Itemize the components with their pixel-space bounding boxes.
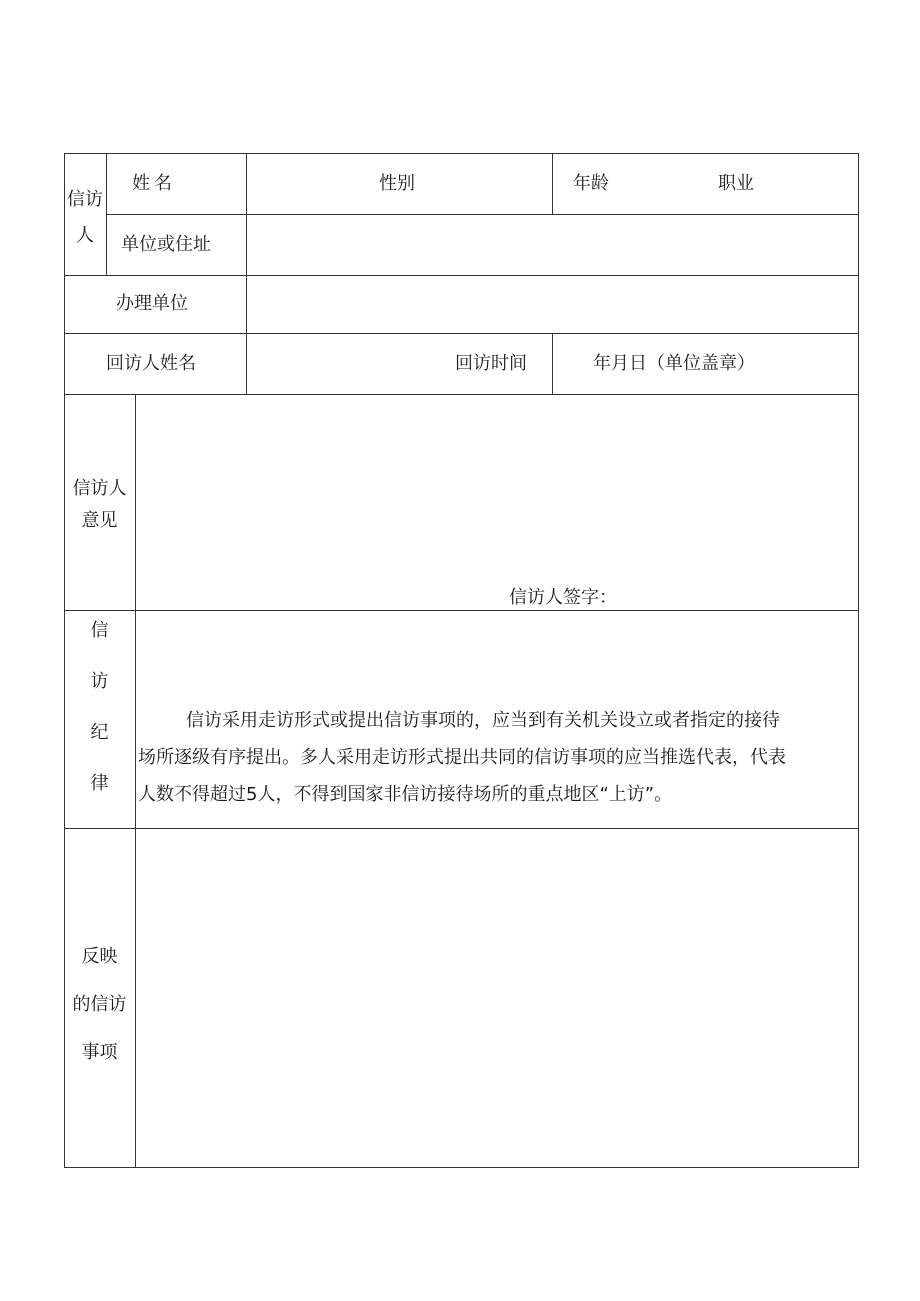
discipline-line-1: 信访采用走访形式或提出信访事项的，应当到有关机关设立或者指定的接待	[186, 710, 780, 731]
date-seal-label: 年月日（单位盖章）	[593, 353, 755, 374]
lower-label-column-divider	[135, 394, 136, 1168]
date-column-divider	[552, 333, 553, 394]
table-border-right	[858, 153, 859, 1168]
table-border-top	[64, 153, 859, 154]
discipline-line-3: 人数不得超过5人，不得到国家非信访接待场所的重点地区“上访”。	[138, 784, 673, 805]
discipline-paragraph	[138, 702, 856, 813]
opinion-label-line1: 信访人	[72, 478, 127, 499]
discipline-label-char-4: 律	[90, 773, 109, 794]
row-divider-discipline	[64, 828, 859, 829]
petitioner-column-divider	[106, 153, 107, 275]
address-label: 单位或住址	[121, 234, 211, 255]
occupation-label: 职业	[718, 173, 754, 194]
row-divider-name	[106, 214, 859, 215]
table-border-bottom	[64, 1167, 859, 1168]
petitioner-label-bottom: 人	[76, 225, 94, 246]
name-label: 姓名	[132, 173, 176, 194]
handling-unit-label: 办理单位	[116, 293, 188, 314]
opinion-label-line2: 意见	[81, 510, 118, 531]
discipline-line-2: 场所逐级有序提出。多人采用走访形式提出共同的信访事项的应当推选代表，代表	[138, 747, 786, 768]
age-label: 年龄	[573, 173, 609, 194]
matters-label-line3: 事项	[81, 1042, 118, 1063]
matters-label-line2: 的信访	[72, 994, 127, 1015]
label-column-divider	[246, 153, 247, 394]
gender-label: 性别	[379, 173, 415, 194]
discipline-label-char-1: 信	[90, 620, 109, 641]
matters-label-line1: 反映	[81, 946, 118, 967]
signature-label: 信访人签字：	[509, 587, 617, 608]
visitor-name-label: 回访人姓名	[106, 353, 196, 374]
petitioner-label-top: 信访	[67, 189, 103, 210]
row-divider-address	[64, 275, 859, 276]
age-column-divider	[552, 153, 553, 215]
discipline-label-char-2: 访	[90, 671, 109, 692]
row-divider-opinion	[64, 610, 859, 611]
discipline-label-char-3: 纪	[90, 722, 109, 743]
row-divider-handling-unit	[64, 333, 859, 334]
row-divider-visitor	[64, 394, 859, 395]
visit-time-label: 回访时间	[455, 353, 527, 374]
